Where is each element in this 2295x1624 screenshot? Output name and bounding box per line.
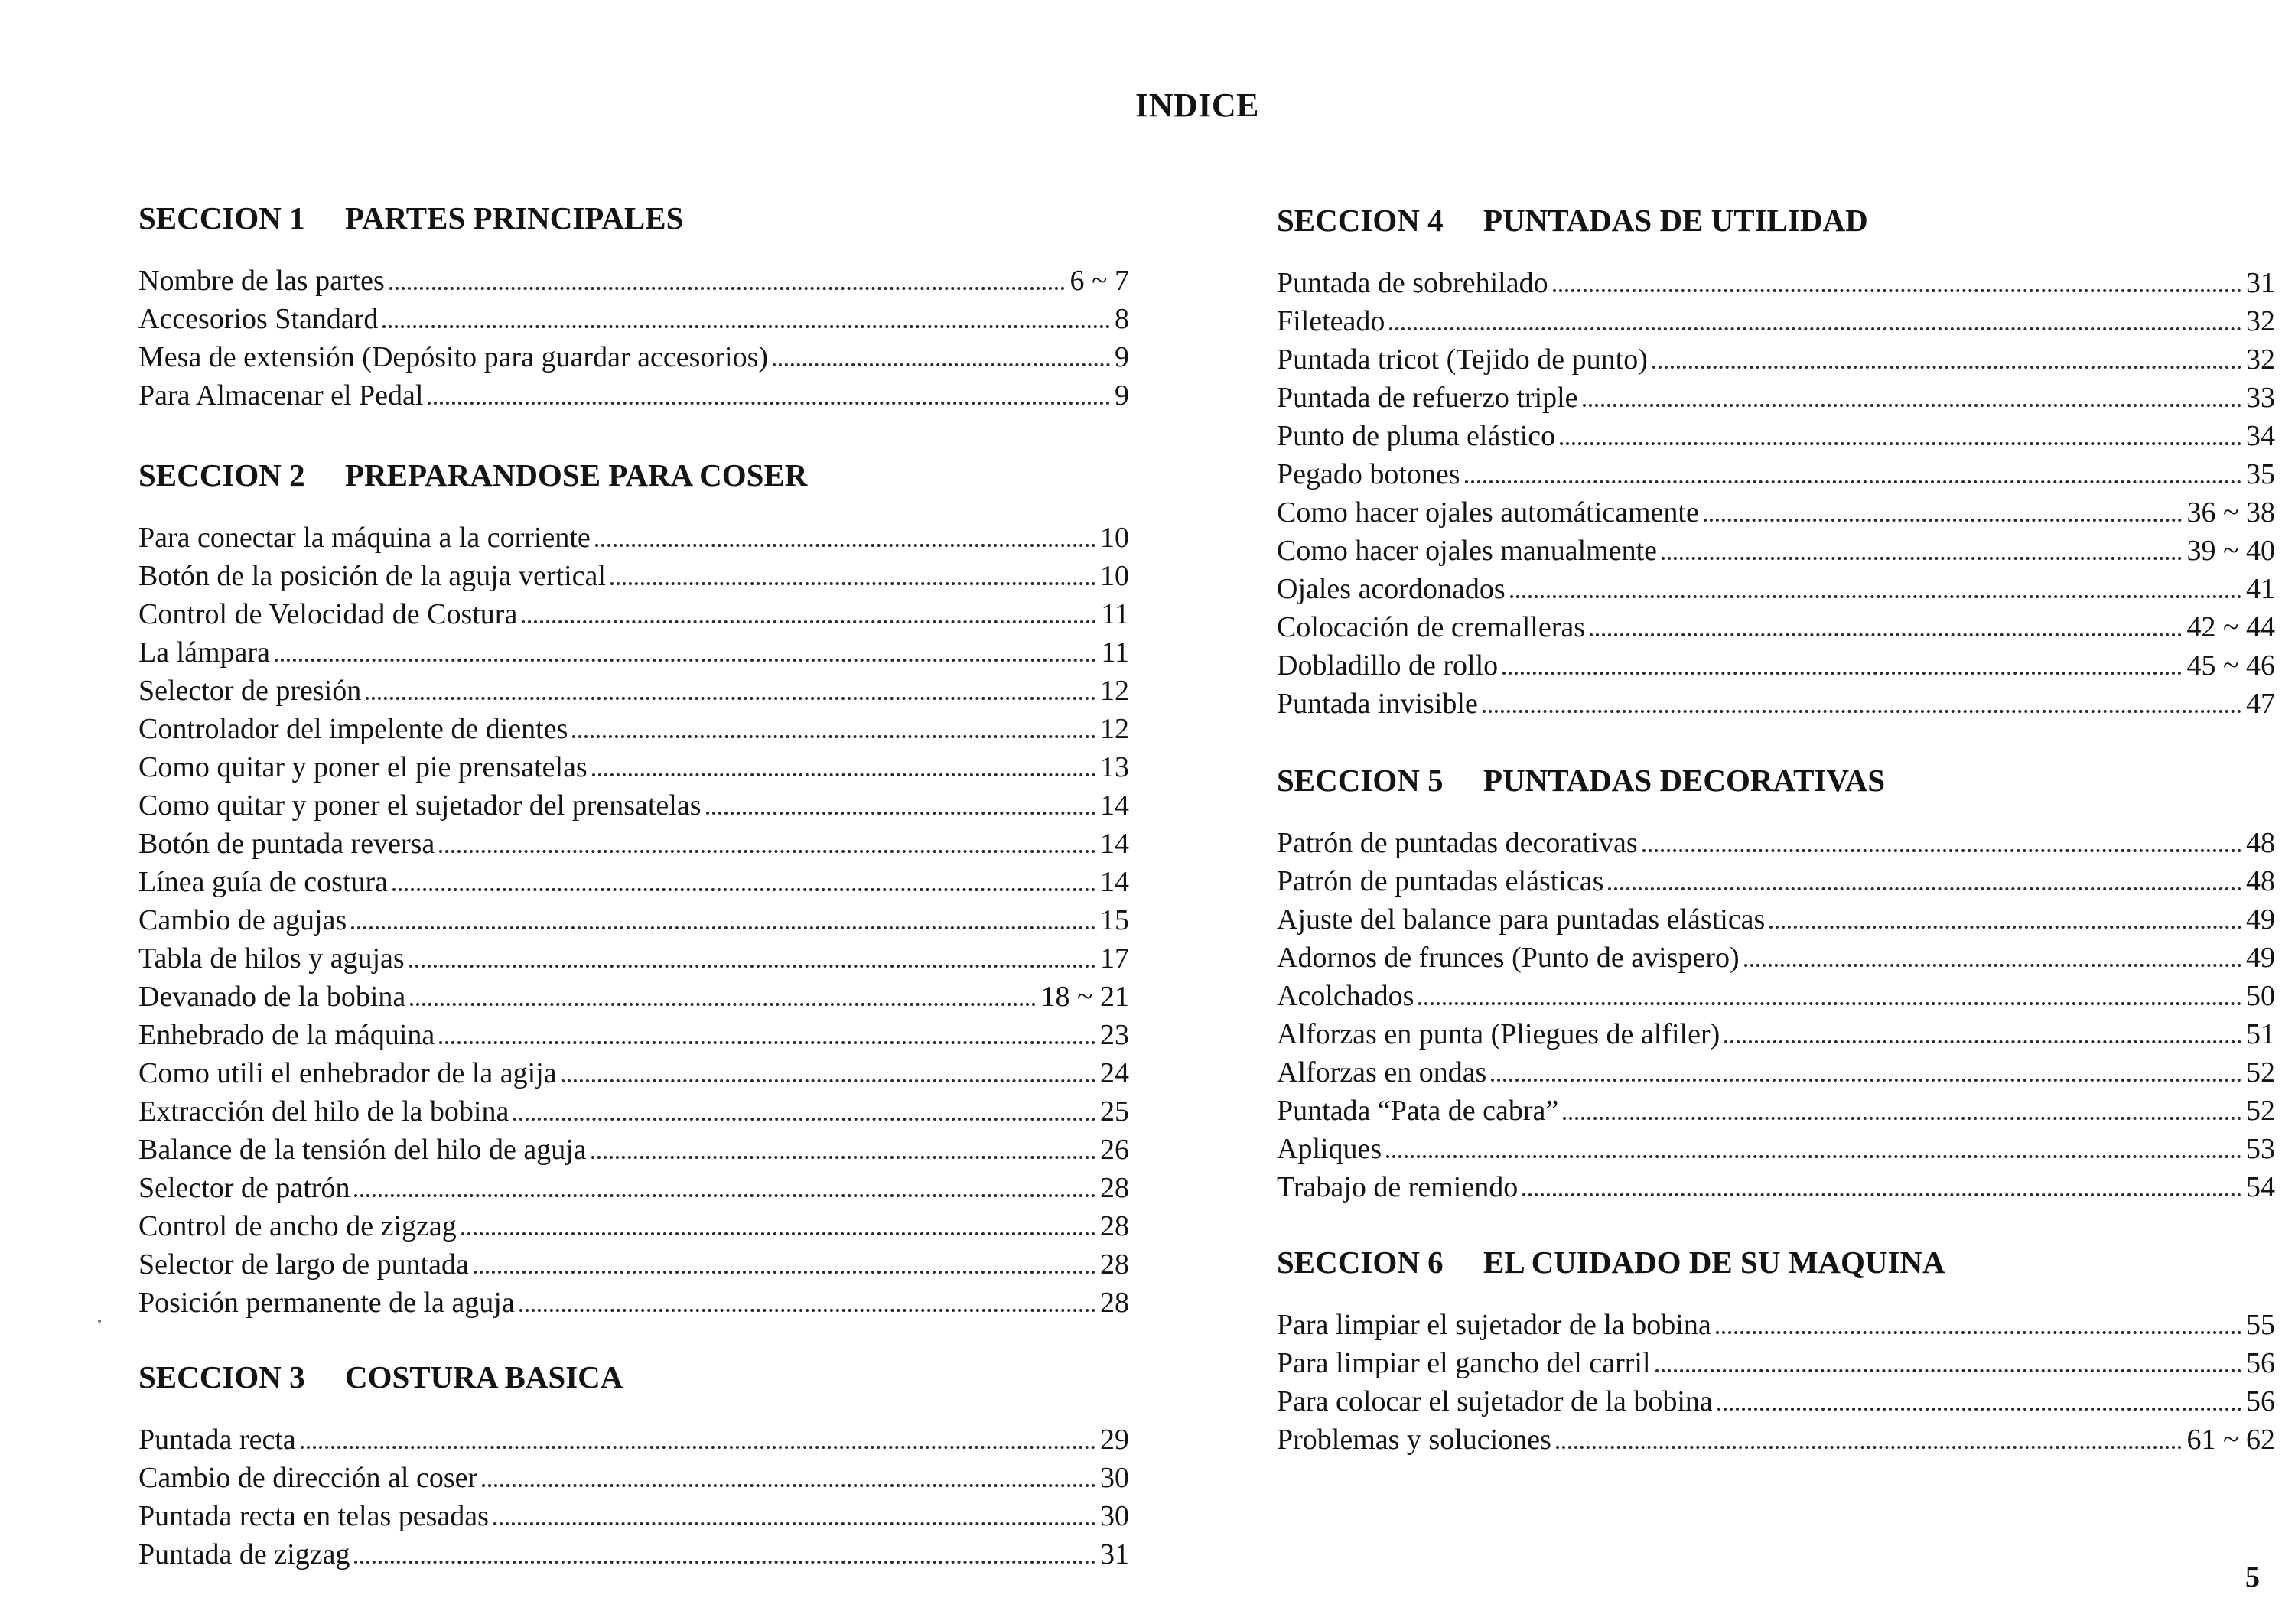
dot-leader bbox=[392, 877, 1095, 891]
toc-entry bbox=[138, 710, 1129, 748]
section-name: PUNTADAS DECORATIVAS bbox=[1483, 763, 1886, 798]
toc-entry-title: Puntada recta en telas pesadas bbox=[138, 1500, 489, 1532]
toc-entry-page: 51 bbox=[2246, 1018, 2275, 1050]
toc-entry-page: 47 bbox=[2246, 688, 2275, 720]
toc-entry-page: 54 bbox=[2246, 1171, 2275, 1203]
toc-entry bbox=[1277, 302, 2275, 340]
toc-entry-title: Alforzas en ondas bbox=[1277, 1056, 1487, 1089]
toc-entry-title: Ajuste del balance para puntadas elásticas bbox=[1277, 903, 1766, 936]
toc-entry bbox=[1277, 417, 2275, 455]
dot-leader bbox=[1522, 1183, 2241, 1196]
toc-entry bbox=[138, 1497, 1129, 1535]
toc-entry-title: Tabla de hilos y agujas bbox=[138, 942, 405, 975]
toc-entry-page: 34 bbox=[2246, 420, 2275, 452]
dot-leader bbox=[351, 916, 1095, 929]
toc-entry-page: 28 bbox=[1100, 1287, 1129, 1319]
section-heading bbox=[1277, 197, 2275, 243]
toc-entry-title: Mesa de extensión (Depósito para guardar accesorios) bbox=[138, 341, 769, 373]
dot-leader bbox=[439, 1030, 1095, 1044]
toc-entry bbox=[138, 262, 1129, 300]
toc-entry bbox=[1277, 379, 2275, 417]
toc-entry bbox=[1277, 1168, 2275, 1206]
dot-leader bbox=[1724, 1030, 2241, 1043]
toc-entry-page: 33 bbox=[2246, 382, 2275, 414]
toc-entry-title: Fileteado bbox=[1277, 305, 1385, 337]
toc-entry-page: 56 bbox=[2246, 1347, 2275, 1379]
toc-entry bbox=[1277, 608, 2275, 646]
toc-entry-title: Para limpiar el gancho del carril bbox=[1277, 1347, 1651, 1379]
toc-entry-page: 28 bbox=[1100, 1248, 1129, 1281]
toc-entry-title: Control de Velocidad de Costura bbox=[138, 598, 518, 630]
toc-entry bbox=[138, 978, 1129, 1016]
toc-entry bbox=[1277, 1421, 2275, 1459]
toc-section bbox=[138, 452, 1129, 1322]
section-name: PREPARANDOSE PARA COSER bbox=[345, 457, 808, 493]
dot-leader bbox=[354, 1183, 1095, 1197]
toc-entry-title: Cambio de agujas bbox=[138, 904, 347, 936]
toc-entry-page: 18 ~ 21 bbox=[1040, 981, 1129, 1013]
dot-leader bbox=[1769, 915, 2241, 929]
toc-entry-title: Control de ancho de zigzag bbox=[138, 1210, 457, 1242]
toc-entry bbox=[138, 1092, 1129, 1131]
toc-entry-page: 13 bbox=[1100, 751, 1129, 783]
dot-leader bbox=[1491, 1068, 2241, 1082]
dot-leader bbox=[592, 763, 1095, 776]
toc-entry-page: 9 bbox=[1115, 379, 1129, 412]
toc-entry-page: 28 bbox=[1100, 1172, 1129, 1204]
toc-entry-title: Patrón de puntadas elásticas bbox=[1277, 865, 1604, 897]
toc-section bbox=[1277, 757, 2275, 1206]
toc-entry-page: 9 bbox=[1115, 341, 1129, 373]
toc-entry bbox=[138, 1459, 1129, 1497]
toc-entry bbox=[138, 1421, 1129, 1459]
section-heading bbox=[1277, 1239, 2275, 1285]
toc-entry bbox=[1277, 1382, 2275, 1421]
toc-entry bbox=[1277, 1053, 2275, 1092]
dot-leader bbox=[1418, 991, 2241, 1005]
toc-entry-page: 29 bbox=[1100, 1424, 1129, 1456]
dot-leader bbox=[562, 1069, 1095, 1082]
dot-leader bbox=[519, 1298, 1095, 1312]
toc-entry-title: Puntada invisible bbox=[1277, 688, 1478, 720]
section-heading bbox=[138, 1354, 1129, 1400]
dot-leader bbox=[1553, 278, 2241, 292]
toc-entry-title: Enhebrado de la máquina bbox=[138, 1019, 435, 1051]
dot-leader bbox=[1704, 508, 2183, 522]
toc-entry bbox=[1277, 1306, 2275, 1344]
toc-entry bbox=[138, 376, 1129, 415]
dot-leader bbox=[1662, 546, 2182, 560]
dot-leader bbox=[482, 1473, 1095, 1487]
toc-entry-title: Línea guía de costura bbox=[138, 866, 389, 898]
toc-entry-title: Ojales acordonados bbox=[1277, 573, 1506, 605]
dot-leader bbox=[461, 1222, 1095, 1235]
toc-entry bbox=[138, 748, 1129, 786]
toc-entry-title: Alforzas en punta (Pliegues de alfiler) bbox=[1277, 1018, 1720, 1050]
section-heading bbox=[138, 452, 1129, 498]
toc-entry bbox=[1277, 939, 2275, 977]
dot-leader bbox=[409, 954, 1095, 968]
toc-entry-title: Punto de pluma elástico bbox=[1277, 420, 1556, 452]
toc-entry-title: Para colocar el sujetador de la bobina bbox=[1277, 1385, 1713, 1417]
toc-entry-page: 12 bbox=[1100, 713, 1129, 745]
toc-entry-page: 52 bbox=[2246, 1095, 2275, 1127]
section-heading bbox=[1277, 757, 2275, 803]
toc-entry bbox=[1277, 862, 2275, 900]
toc-entry-title: Pegado botones bbox=[1277, 458, 1460, 490]
toc-entry-page: 11 bbox=[1101, 598, 1129, 630]
toc-entry-page: 32 bbox=[2246, 305, 2275, 337]
toc-entry-page: 8 bbox=[1115, 303, 1129, 335]
dot-leader bbox=[354, 1550, 1095, 1564]
dot-leader bbox=[1556, 1435, 2183, 1449]
section-number: SECCION 3 bbox=[138, 1359, 305, 1395]
toc-entry-page: 6 ~ 7 bbox=[1069, 265, 1129, 297]
toc-entry bbox=[138, 901, 1129, 939]
toc-entry-title: Para conectar la máquina a la corriente bbox=[138, 522, 591, 554]
toc-entry-page: 61 ~ 62 bbox=[2186, 1424, 2275, 1456]
toc-entry bbox=[1277, 646, 2275, 685]
toc-entry-title: Extracción del hilo de la bobina bbox=[138, 1095, 509, 1128]
toc-entry-title: Nombre de las partes bbox=[138, 265, 385, 297]
toc-entry-title: Cambio de dirección al coser bbox=[138, 1462, 478, 1494]
dot-leader bbox=[1583, 393, 2241, 407]
dot-leader bbox=[1483, 699, 2241, 713]
toc-entry-page: 26 bbox=[1100, 1134, 1129, 1166]
toc-entry bbox=[1277, 532, 2275, 570]
dot-leader bbox=[301, 1435, 1095, 1449]
toc-entry-page: 49 bbox=[2246, 903, 2275, 936]
toc-entry-title: Como hacer ojales automáticamente bbox=[1277, 496, 1699, 529]
toc-entry bbox=[138, 595, 1129, 633]
section-number: SECCION 5 bbox=[1277, 763, 1444, 798]
dot-leader bbox=[428, 391, 1110, 405]
toc-entry-title: Adornos de frunces (Punto de avispero) bbox=[1277, 942, 1740, 974]
dot-leader bbox=[572, 724, 1095, 738]
dot-leader bbox=[773, 353, 1110, 366]
toc-entry-title: Devanado de la bobina bbox=[138, 981, 406, 1013]
dot-leader bbox=[706, 801, 1095, 815]
toc-entry-title: Dobladillo de rollo bbox=[1277, 649, 1499, 682]
toc-entry-title: Selector de patrón bbox=[138, 1172, 350, 1204]
dot-leader bbox=[382, 314, 1110, 328]
toc-entry-title: Para limpiar el sujetador de la bobina bbox=[1277, 1309, 1711, 1341]
toc-entry bbox=[1277, 493, 2275, 532]
dot-leader bbox=[366, 686, 1095, 700]
toc-entry-title: Botón de la posición de la aguja vertical bbox=[138, 560, 606, 592]
section-number: SECCION 2 bbox=[138, 457, 305, 493]
toc-entry-title: Botón de puntada reversa bbox=[138, 828, 435, 860]
toc-entry-page: 28 bbox=[1100, 1210, 1129, 1242]
toc-entry bbox=[138, 863, 1129, 901]
toc-entry bbox=[138, 672, 1129, 710]
toc-entry-title: Selector de presión bbox=[138, 675, 362, 707]
toc-entry-title: Puntada de refuerzo triple bbox=[1277, 382, 1578, 414]
toc-entry-title: Como quitar y poner el pie prensatelas bbox=[138, 751, 588, 783]
toc-entry bbox=[138, 633, 1129, 672]
dot-leader bbox=[389, 276, 1066, 290]
section-name: PARTES PRINCIPALES bbox=[345, 200, 684, 236]
toc-entry-title: Acolchados bbox=[1277, 980, 1414, 1012]
toc-entry bbox=[138, 557, 1129, 595]
toc-entry-title: Problemas y soluciones bbox=[1277, 1424, 1551, 1456]
toc-entry-title: Controlador del impelente de dientes bbox=[138, 713, 568, 745]
toc-entry bbox=[138, 300, 1129, 338]
dot-leader bbox=[610, 571, 1095, 585]
toc-entry bbox=[1277, 977, 2275, 1015]
toc-entry-page: 14 bbox=[1100, 866, 1129, 898]
toc-section bbox=[138, 195, 1129, 415]
toc-entry bbox=[1277, 900, 2275, 939]
dot-leader bbox=[1502, 661, 2182, 675]
toc-entry bbox=[138, 786, 1129, 825]
toc-entry bbox=[138, 1131, 1129, 1169]
toc-entry bbox=[1277, 264, 2275, 302]
section-number: SECCION 4 bbox=[1277, 203, 1444, 238]
toc-entry-page: 50 bbox=[2246, 980, 2275, 1012]
toc-entry bbox=[1277, 1130, 2275, 1168]
toc-entry bbox=[138, 1245, 1129, 1284]
toc-entry-page: 48 bbox=[2246, 827, 2275, 859]
toc-entry-page: 41 bbox=[2246, 573, 2275, 605]
toc-entry-title: Puntada recta bbox=[138, 1424, 296, 1456]
toc-entry-page: 32 bbox=[2246, 343, 2275, 376]
toc-entry-page: 11 bbox=[1101, 636, 1129, 669]
dot-leader bbox=[591, 1145, 1095, 1159]
toc-entry-title: Accesorios Standard bbox=[138, 303, 379, 335]
toc-entry-page: 53 bbox=[2246, 1133, 2275, 1165]
toc-entry-title: Como hacer ojales manualmente bbox=[1277, 535, 1657, 567]
toc-entry-title: La lámpara bbox=[138, 636, 270, 669]
section-name: EL CUIDADO DE SU MAQUINA bbox=[1483, 1245, 1945, 1280]
toc-entry bbox=[1277, 1344, 2275, 1382]
toc-entry-page: 56 bbox=[2246, 1385, 2275, 1417]
toc-entry-page: 39 ~ 40 bbox=[2186, 535, 2275, 567]
toc-entry bbox=[1277, 824, 2275, 862]
section-name: COSTURA BASICA bbox=[345, 1359, 623, 1395]
toc-entry-title: Puntada tricot (Tejido de punto) bbox=[1277, 343, 1648, 376]
toc-entry-page: 14 bbox=[1100, 789, 1129, 822]
dot-leader bbox=[1389, 317, 2241, 330]
toc-entry-title: Puntada de zigzag bbox=[138, 1538, 350, 1570]
toc-entry-page: 49 bbox=[2246, 942, 2275, 974]
toc-entry-page: 35 bbox=[2246, 458, 2275, 490]
dot-leader bbox=[1716, 1320, 2241, 1334]
toc-entry bbox=[138, 519, 1129, 557]
toc-entry-page: 31 bbox=[1100, 1538, 1129, 1570]
toc-entry-page: 31 bbox=[2246, 267, 2275, 299]
toc-section bbox=[138, 1354, 1129, 1574]
toc-entry-page: 36 ~ 38 bbox=[2186, 496, 2275, 529]
toc-entry-title: Como quitar y poner el sujetador del prensatelas bbox=[138, 789, 702, 822]
toc-entry-page: 10 bbox=[1100, 560, 1129, 592]
toc-entry bbox=[1277, 685, 2275, 723]
toc-entry-page: 42 ~ 44 bbox=[2186, 611, 2275, 643]
toc-entry bbox=[1277, 1092, 2275, 1130]
toc-entry bbox=[138, 939, 1129, 978]
page-number: 5 bbox=[2245, 1561, 2260, 1593]
dot-leader bbox=[1560, 431, 2241, 445]
toc-entry-title: Apliques bbox=[1277, 1133, 1382, 1165]
dot-leader bbox=[513, 1107, 1095, 1121]
toc-entry bbox=[138, 1207, 1129, 1245]
dot-leader bbox=[522, 610, 1096, 623]
dot-leader bbox=[1510, 584, 2241, 598]
toc-entry bbox=[138, 825, 1129, 863]
toc-entry-title: Balance de la tensión del hilo de aguja bbox=[138, 1134, 587, 1166]
toc-entry-page: 14 bbox=[1100, 828, 1129, 860]
page-title: INDICE bbox=[1135, 86, 1259, 124]
scan-speck bbox=[98, 1320, 101, 1323]
toc-entry-page: 25 bbox=[1100, 1095, 1129, 1128]
toc-entry bbox=[1277, 340, 2275, 379]
toc-entry bbox=[1277, 1015, 2275, 1053]
toc-entry bbox=[138, 1535, 1129, 1574]
toc-entry-page: 45 ~ 46 bbox=[2186, 649, 2275, 682]
dot-leader bbox=[493, 1512, 1095, 1525]
toc-entry-title: Para Almacenar el Pedal bbox=[138, 379, 424, 412]
toc-entry-page: 52 bbox=[2246, 1056, 2275, 1089]
toc-entry bbox=[1277, 455, 2275, 493]
toc-entry bbox=[138, 1169, 1129, 1207]
dot-leader bbox=[1652, 355, 2241, 369]
dot-leader bbox=[1744, 953, 2241, 967]
toc-entry bbox=[138, 1054, 1129, 1092]
dot-leader bbox=[1717, 1397, 2241, 1411]
toc-entry-title: Colocación de cremalleras bbox=[1277, 611, 1586, 643]
toc-entry-page: 23 bbox=[1100, 1019, 1129, 1051]
toc-entry-page: 48 bbox=[2246, 865, 2275, 897]
toc-entry-page: 15 bbox=[1100, 904, 1129, 936]
section-number: SECCION 1 bbox=[138, 200, 305, 236]
toc-entry-title: Como utili el enhebrador de la agija bbox=[138, 1057, 557, 1089]
toc-section bbox=[1277, 1239, 2275, 1459]
dot-leader bbox=[1386, 1144, 2241, 1158]
toc-entry-title: Selector de largo de puntada bbox=[138, 1248, 469, 1281]
toc-entry-title: Patrón de puntadas decorativas bbox=[1277, 827, 1638, 859]
toc-entry-title: Puntada “Pata de cabra” bbox=[1277, 1095, 1559, 1127]
dot-leader bbox=[1608, 877, 2241, 890]
toc-entry-title: Posición permanente de la aguja bbox=[138, 1287, 515, 1319]
toc-section bbox=[1277, 197, 2275, 723]
dot-leader bbox=[595, 533, 1095, 547]
dot-leader bbox=[1563, 1106, 2241, 1120]
toc-entry-page: 24 bbox=[1100, 1057, 1129, 1089]
toc-entry-page: 17 bbox=[1100, 942, 1129, 975]
toc-entry-page: 30 bbox=[1100, 1462, 1129, 1494]
toc-entry bbox=[138, 338, 1129, 376]
dot-leader bbox=[1465, 470, 2241, 483]
toc-entry-page: 30 bbox=[1100, 1500, 1129, 1532]
section-name: PUNTADAS DE UTILIDAD bbox=[1483, 203, 1868, 238]
toc-entry-page: 12 bbox=[1100, 675, 1129, 707]
dot-leader bbox=[275, 648, 1096, 662]
toc-entry bbox=[1277, 570, 2275, 608]
toc-entry bbox=[138, 1284, 1129, 1322]
dot-leader bbox=[1590, 623, 2182, 636]
dot-leader bbox=[439, 839, 1095, 853]
toc-entry-page: 55 bbox=[2246, 1309, 2275, 1341]
toc-entry bbox=[138, 1016, 1129, 1054]
dot-leader bbox=[1655, 1359, 2241, 1372]
toc-entry-title: Puntada de sobrehilado bbox=[1277, 267, 1548, 299]
dot-leader bbox=[1642, 838, 2241, 852]
section-number: SECCION 6 bbox=[1277, 1245, 1444, 1280]
dot-leader bbox=[474, 1260, 1095, 1274]
dot-leader bbox=[410, 992, 1036, 1006]
toc-entry-title: Trabajo de remiendo bbox=[1277, 1171, 1519, 1203]
section-heading bbox=[138, 195, 1129, 241]
toc-entry-page: 10 bbox=[1100, 522, 1129, 554]
